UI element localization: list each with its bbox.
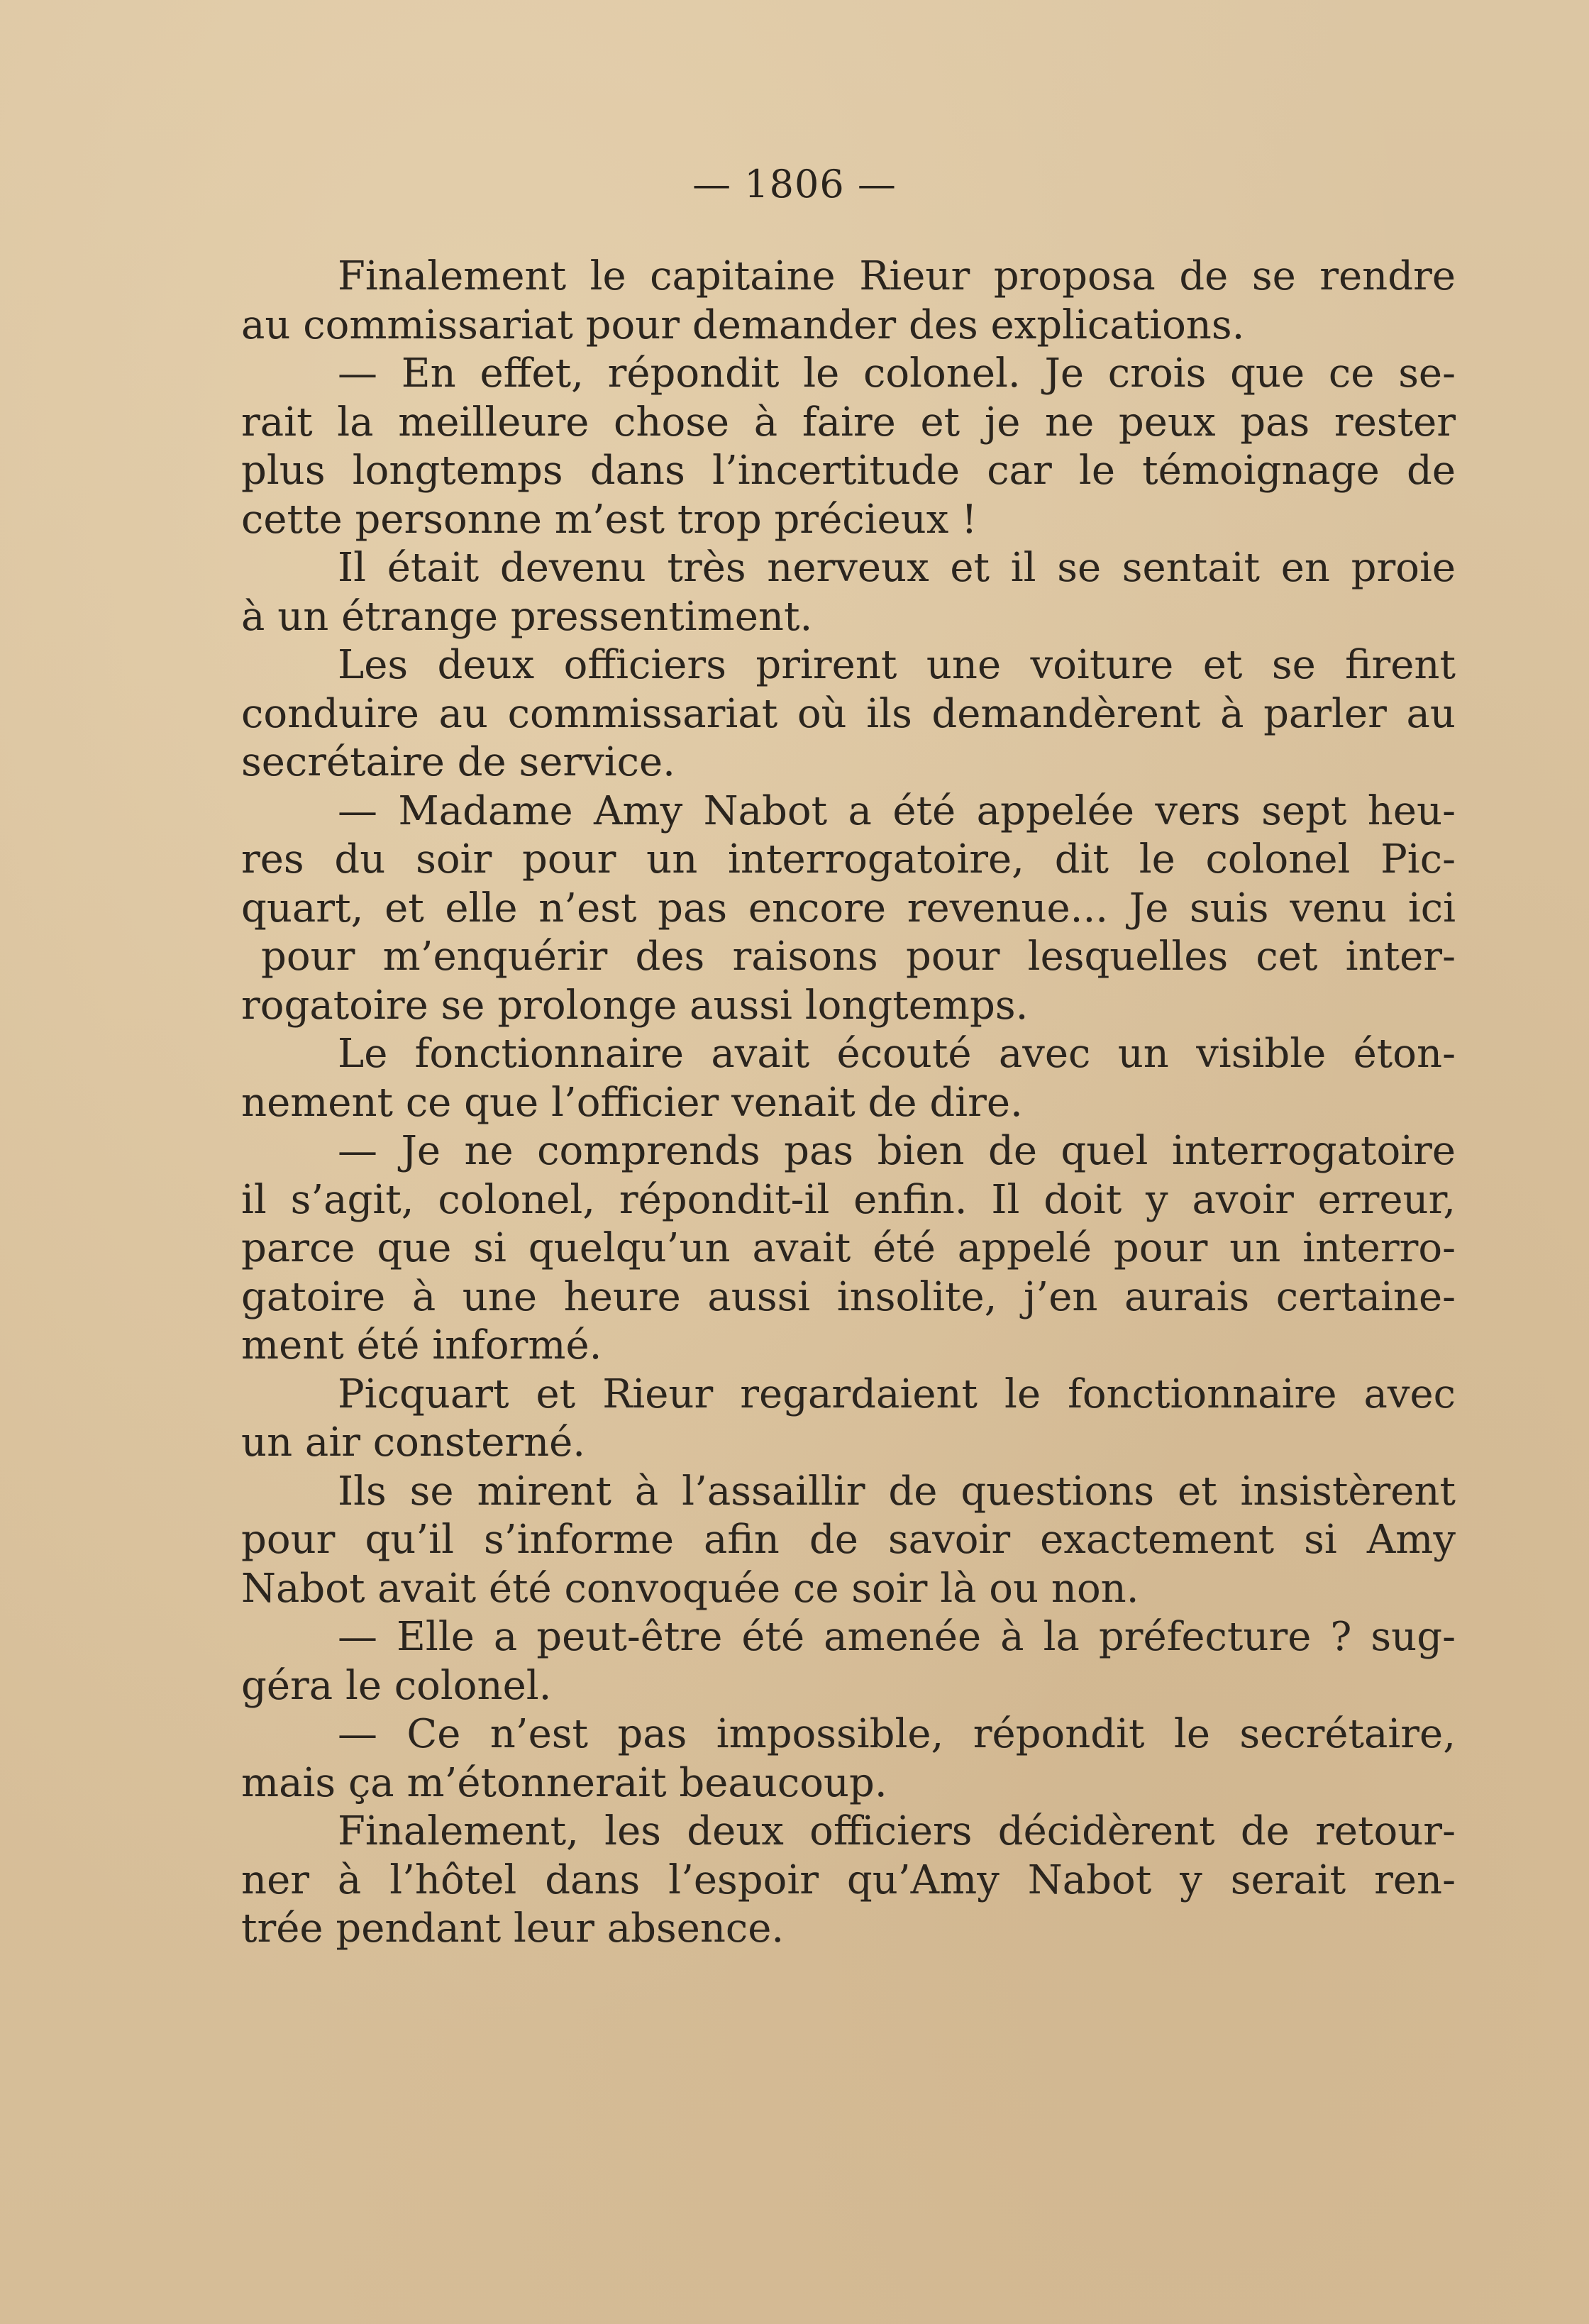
text-line: pour qu’il s’informe afin de savoir exactement si Amy <box>241 1517 1456 1563</box>
text-line: à un étrange pressentiment. <box>241 593 813 640</box>
text-line: Le fonctionnaire avait écouté avec un visible éton- <box>338 1031 1456 1077</box>
text-line: quart, et elle n’est pas encore revenue... Je suis venu ici <box>241 885 1456 931</box>
text-line: nement ce que l’officier venait de dire. <box>241 1079 1023 1126</box>
text-line: conduire au commissariat où ils demandèrent à parler au <box>241 690 1456 737</box>
text-line: Finalement, les deux officiers décidèrent de retour- <box>338 1808 1456 1854</box>
text-line: rait la meilleure chose à faire et je ne peux pas rester <box>241 399 1456 446</box>
text-line: Nabot avait été convoquée ce soir là ou non. <box>241 1565 1139 1612</box>
text-line: — En effet, répondit le colonel. Je crois que ce se- <box>338 350 1456 397</box>
text-line: un air consterné. <box>241 1420 586 1466</box>
text-line: plus longtemps dans l’incertitude car le témoignage de <box>241 448 1456 494</box>
text-line: gatoire à une heure aussi insolite, j’en aurais certaine- <box>241 1273 1456 1320</box>
text-line: parce que si quelqu’un avait été appelé pour un interro- <box>241 1225 1456 1271</box>
text-line: res du soir pour un interrogatoire, dit le colonel Pic- <box>241 836 1456 882</box>
body-text <box>241 253 1456 1954</box>
text-line: — Elle a peut-être été amenée à la préfecture ? sug- <box>338 1614 1456 1660</box>
text-line: Finalement le capitaine Rieur proposa de se rendre <box>338 253 1456 299</box>
text-line: cette personne m’est trop précieux ! <box>241 496 978 543</box>
text-line: — Madame Amy Nabot a été appelée vers sept heu- <box>338 787 1456 834</box>
text-line: Les deux officiers prirent une voiture et se firent <box>338 642 1456 688</box>
text-line: au commissariat pour demander des explications. <box>241 301 1245 348</box>
text-line: — Ce n’est pas impossible, répondit le secrétaire, <box>338 1711 1456 1757</box>
text-line: ment été informé. <box>241 1322 602 1368</box>
text-line: — Je ne comprends pas bien de quel interrogatoire <box>338 1128 1456 1174</box>
text-line: Il était devenu très nerveux et il se sentait en proie <box>338 545 1456 591</box>
text-line: mais ça m’étonnerait beaucoup. <box>241 1759 887 1806</box>
text-line: il s’agit, colonel, répondit-il enfin. Il doit y avoir erreur, <box>241 1176 1456 1223</box>
text-line: ner à l’hôtel dans l’espoir qu’Amy Nabot y serait ren- <box>241 1857 1456 1903</box>
text-line: Picquart et Rieur regardaient le fonctionnaire avec <box>338 1371 1456 1417</box>
text-line: rogatoire se prolonge aussi longtemps. <box>241 982 1029 1029</box>
text-line: géra le colonel. <box>241 1662 552 1709</box>
text-line: trée pendant leur absence. <box>241 1905 785 1952</box>
text-line: pour m’enquérir des raisons pour lesquelles cet inter- <box>261 934 1456 980</box>
text-line: secrétaire de service. <box>241 739 675 785</box>
text-line: Ils se mirent à l’assaillir de questions et insistèrent <box>338 1468 1456 1515</box>
page-number: — 1806 — <box>692 162 897 206</box>
